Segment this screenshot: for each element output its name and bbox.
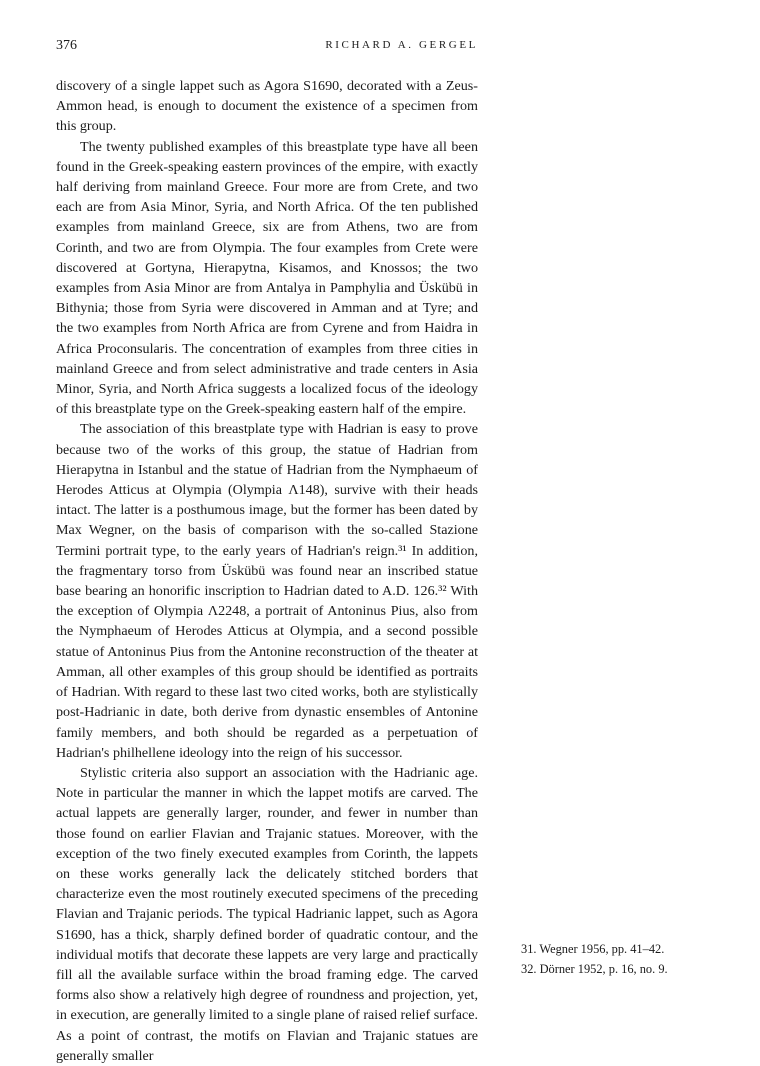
page-header — [56, 38, 478, 58]
paragraph-hadrian-association: The association of this breastplate type with Hadrian is easy to prove because two of the works of this group, the statue of Hadrian from Hierapytna in Istanbul and the statue of Hadrian from the Nymphaeum of Herodes Atticus at Olympia (Olympia Λ148), survive with their heads intact. The latter is a posthumous image, but the former has been dated by Max Wegner, on the basis of comparison with the so-called Stazione Termini portrait type, to the early years of Hadrian's reign.³¹ In addition, the fragmentary torso from Üskübü was found near an inscribed statue base bearing an honorific inscription to Hadrian dated to A.D. 126.³² With the exception of Olympia Λ2248, a portrait of Antoninus Pius, also from the Nymphaeum of Herodes Atticus at Olympia, and a second possible statue of Antoninus Pius from the Antonine reconstruction of the theater at Amman, all other examples of this group should be identified as portraits of Hadrian. With regard to these last two cited works, both are stylistically post-Hadrianic in date, both derive from dynastic ensembles of Antonine family members, and both should be regarded as a perpetuation of Hadrian's philhellene ideology into the reign of his successor. — [56, 421, 478, 761]
paragraph-continued: discovery of a single lappet such as Agora S1690, decorated with a Zeus-Ammon head, is enough to document the existence of a specimen from this group. — [56, 78, 478, 135]
paragraph-distribution: The twenty published examples of this breastplate type have all been found in the Greek-speaking eastern provinces of the empire, with exactly half deriving from mainland Greece. Four more are from Crete, and two each are from Asia Minor, Syria, and North Africa. Of the ten published examples from mainland Greece, six are from Athens, two are from Corinth, and two are from Olympia. The four examples from Crete were discovered at Gortyna, Hierapytna, Kisamos, and Knossos; the two examples from Asia Minor are from Antalya in Pamphylia and Üskübü in Bithynia; those from Syria were discovered in Amman and at Tyre; and the two examples from North Africa are from Cyrene and from Haidra in Africa Proconsularis. The concentration of examples from three cities in mainland Greece and from select administrative and trade centers in Asia Minor, Syria, and North Africa suggests a localized focus of the ideology of this breastplate type on the Greek-speaking eastern half of the empire. — [56, 138, 478, 418]
running-head: RICHARD A. GERGEL — [325, 39, 478, 51]
footnotes — [521, 939, 741, 979]
footnote-31: 31. Wegner 1956, pp. 41–42. — [521, 942, 665, 956]
page-number: 376 — [56, 38, 77, 53]
body-text — [56, 76, 478, 1066]
paragraph-stylistic-criteria: Stylistic criteria also support an association with the Hadrianic age. Note in particular the manner in which the lappet motifs are carved. The actual lappets are generally larger, rounder, and fewer in number than those found on earlier Flavian and Trajanic statues. Moreover, with the exception of the two finely executed examples from Corinth, the lappets on these works generally lack the delicately stitched borders that characterize even the most routinely executed specimens of the preceding Flavian and Trajanic periods. The typical Hadrianic lappet, such as Agora S1690, has a thick, sharply defined border of quadratic contour, and the individual motifs that decorate these lappets are very large and practically fill all the available surface within the broad framing edge. The carved forms also show a relatively high degree of roundness and projection, yet, in execution, are generally limited to a single plane of raised relief surface. As a point of contrast, the motifs on Flavian and Trajanic statues are generally smaller — [56, 764, 478, 1064]
footnote-32: 32. Dörner 1952, p. 16, no. 9. — [521, 962, 668, 976]
